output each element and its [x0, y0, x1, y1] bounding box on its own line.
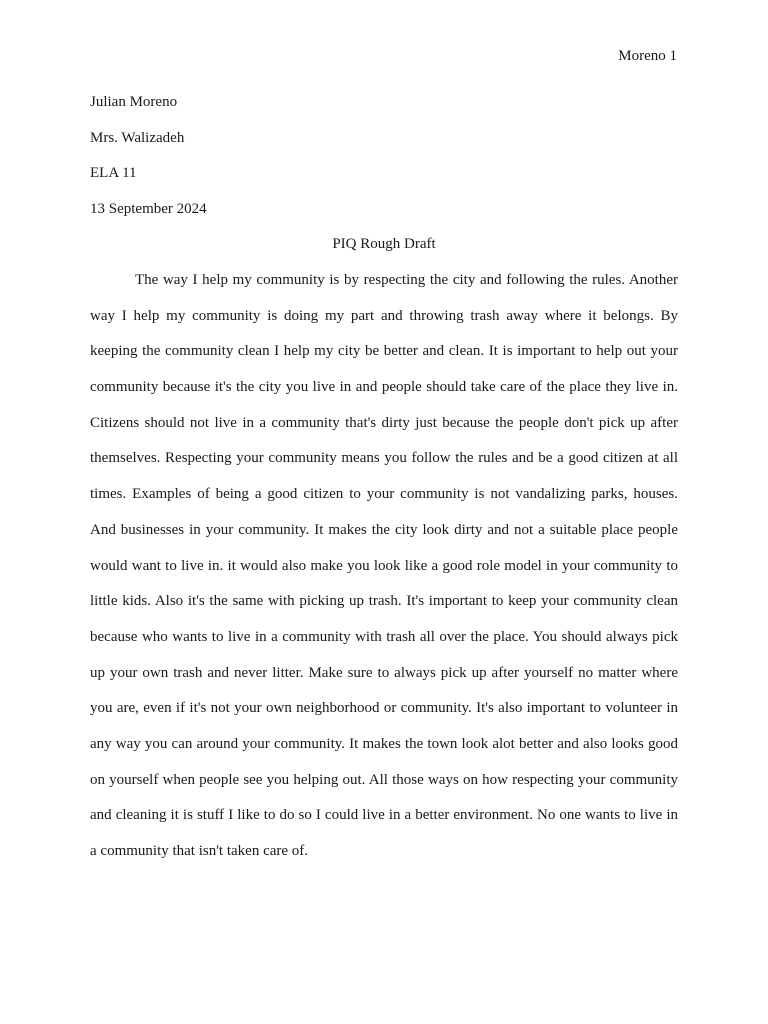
paragraph-line: any way you can around your community. It makes the town look alot better and also looks good [90, 735, 678, 752]
paragraph-line: because who wants to live in a community with trash all over the place. You should always pick [90, 628, 678, 645]
paragraph-line: way I help my community is doing my part and throwing trash away where it belongs. By [90, 307, 678, 324]
mla-heading [90, 92, 678, 270]
paragraph-line: community because it's the city you live in and people should take care of the place they live in. [90, 379, 678, 396]
paragraph-line: and cleaning it is stuff I like to do so I could live in a better environment. No one wants to live in [90, 807, 678, 824]
teacher-name: Mrs. Walizadeh [90, 129, 185, 146]
paragraph-line: keeping the community clean I help my city be better and clean. It is important to help out your [90, 343, 678, 360]
paragraph-line: And businesses in your community. It makes the city look dirty and not a suitable place people [90, 521, 678, 538]
paragraph-line: themselves. Respecting your community means you follow the rules and be a good citizen at all [90, 450, 678, 467]
paragraph-line: The way I help my community is by respecting the city and following the rules. Another [135, 272, 678, 288]
paragraph-line: on yourself when people see you helping out. All those ways on how respecting your community [90, 771, 678, 788]
paragraph-line: you are, even if it's not your own neighborhood or community. It's also important to volunteer in [90, 700, 678, 717]
date-line: 13 September 2024 [90, 200, 207, 217]
essay-paragraph [90, 270, 678, 877]
paragraph-line: would want to live in. it would also make you look like a good role model in your community to [90, 557, 678, 574]
paragraph-line: times. Examples of being a good citizen to your community is not vandalizing parks, houses. [90, 486, 678, 503]
paragraph-line: little kids. Also it's the same with picking up trash. It's important to keep your community clean [90, 593, 678, 610]
page-header-number: Moreno 1 [618, 48, 677, 64]
course-name: ELA 11 [90, 165, 137, 182]
paragraph-line: up your own trash and never litter. Make sure to always pick up after yourself no matter where [90, 664, 678, 681]
student-name: Julian Moreno [90, 94, 178, 110]
paragraph-line: Citizens should not live in a community that's dirty just because the people don't pick up after [90, 414, 678, 431]
document-title: PIQ Rough Draft [332, 236, 436, 253]
paragraph-line: a community that isn't taken care of. [90, 843, 309, 859]
